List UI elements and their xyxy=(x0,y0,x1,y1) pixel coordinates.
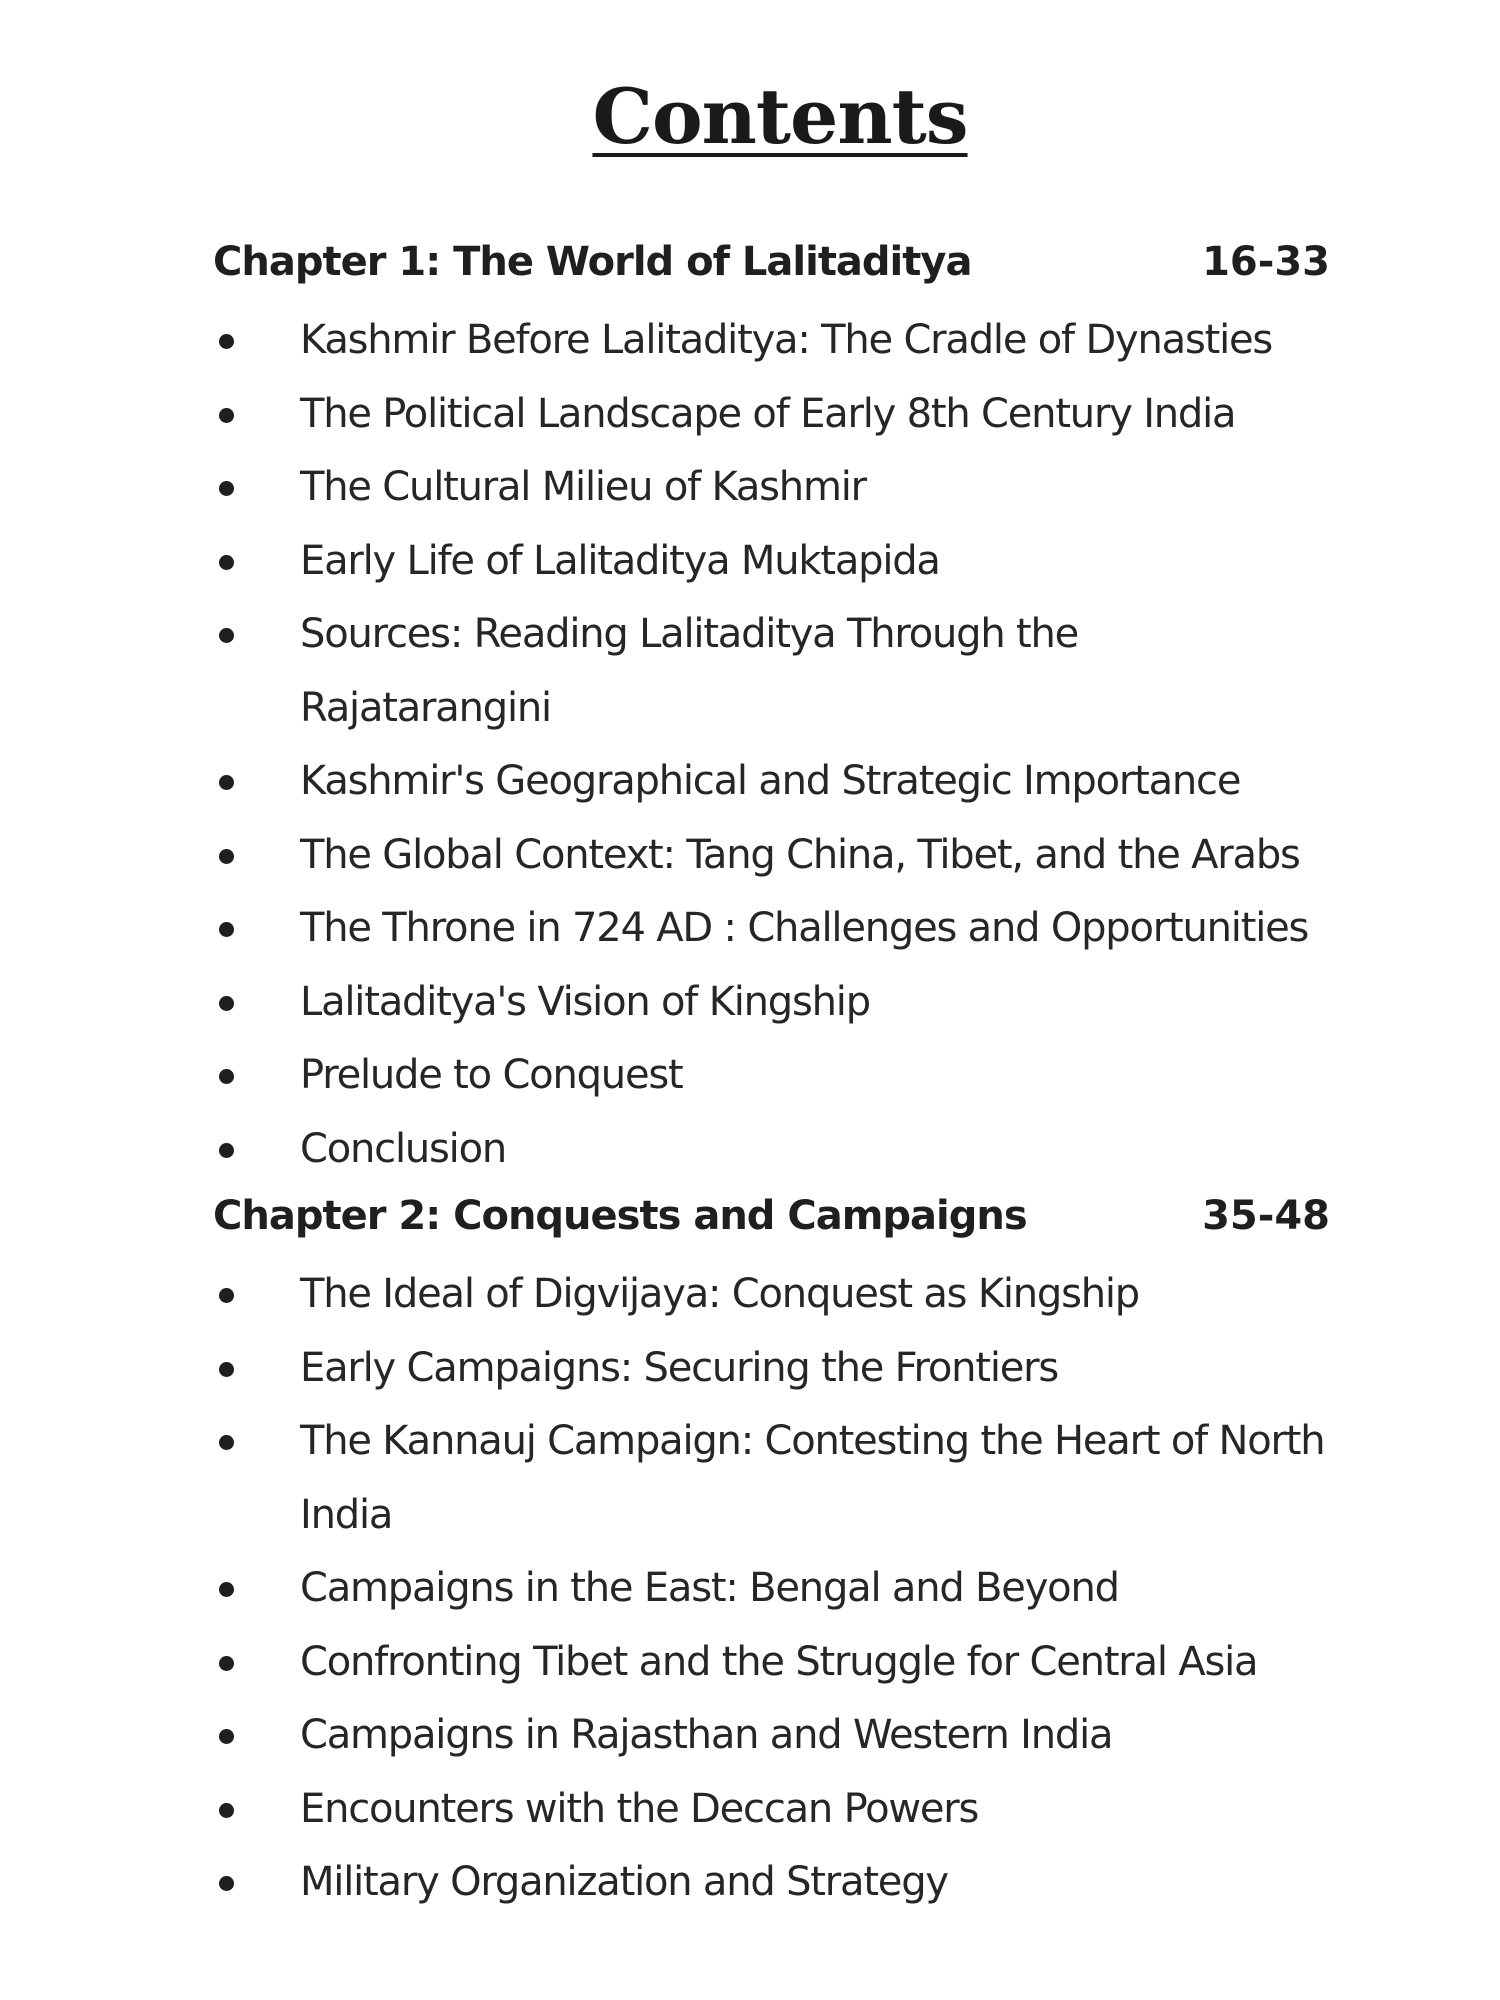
bullet-icon xyxy=(219,922,234,937)
list-item xyxy=(213,1332,1330,1406)
topic-text: Early Campaigns: Securing the Frontiers xyxy=(300,1344,1059,1391)
topic-text: Conclusion xyxy=(300,1125,506,1172)
list-item xyxy=(213,1699,1330,1773)
list-item xyxy=(213,819,1330,893)
bullet-icon xyxy=(219,1656,234,1671)
bullet-icon xyxy=(219,1362,234,1377)
topic-text: Campaigns in Rajasthan and Western India xyxy=(300,1712,1113,1758)
bullet-icon xyxy=(219,628,234,643)
bullet-icon xyxy=(219,481,234,496)
bullet-icon xyxy=(219,555,234,570)
bullet-icon xyxy=(219,996,234,1011)
bullet-icon xyxy=(219,1143,234,1158)
list-item xyxy=(213,892,1330,966)
list-item xyxy=(213,598,1330,745)
bullet-icon xyxy=(219,1803,234,1818)
topic-text: The Ideal of Digvijaya: Conquest as Kingship xyxy=(300,1271,1139,1317)
bullet-icon xyxy=(219,408,234,423)
chapter-1-section xyxy=(213,232,1330,1186)
topic-text: The Kannauj Campaign: Contesting the Heart of North India xyxy=(300,1418,1325,1538)
chapter-page-range: 35-48 xyxy=(1202,1193,1330,1239)
topic-text: Campaigns in the East: Bengal and Beyond xyxy=(300,1565,1119,1611)
topic-text: Military Organization and Strategy xyxy=(300,1859,948,1905)
chapter-title: Chapter 2: Conquests and Campaigns xyxy=(213,1193,1027,1239)
bullet-icon xyxy=(219,334,234,349)
topic-text: Early Life of Lalitaditya Muktapida xyxy=(300,537,940,584)
topic-text: Kashmir Before Lalitaditya: The Cradle of Dynasties xyxy=(300,317,1273,363)
topic-text: Kashmir's Geographical and Strategic Importance xyxy=(300,758,1241,804)
list-item xyxy=(213,378,1330,452)
topic-text: The Global Context: Tang China, Tibet, and the Arabs xyxy=(300,831,1300,878)
topic-text: Sources: Reading Lalitaditya Through the Rajatarangini xyxy=(300,611,1079,731)
bullet-icon xyxy=(219,1069,234,1084)
list-item xyxy=(213,1405,1330,1552)
topic-text: The Political Landscape of Early 8th Century India xyxy=(300,390,1236,437)
bullet-icon xyxy=(219,849,234,864)
bullet-icon xyxy=(219,1582,234,1597)
topic-text: Encounters with the Deccan Powers xyxy=(300,1785,979,1832)
bullet-icon xyxy=(219,1729,234,1744)
chapter-heading xyxy=(213,232,1330,292)
chapter-title: Chapter 1: The World of Lalitaditya xyxy=(213,239,972,285)
topic-text: The Cultural Milieu of Kashmir xyxy=(300,464,866,510)
list-item xyxy=(213,1552,1330,1626)
chapter-2-section xyxy=(213,1186,1330,1920)
topic-text: Lalitaditya's Vision of Kingship xyxy=(300,978,870,1025)
list-item xyxy=(213,1626,1330,1700)
bullet-icon xyxy=(219,775,234,790)
chapter-page-range: 16-33 xyxy=(1202,239,1330,285)
chapter-1-topic-list xyxy=(213,304,1330,1186)
list-item xyxy=(213,1039,1330,1113)
list-item xyxy=(213,525,1330,599)
chapter-heading xyxy=(213,1186,1330,1246)
bullet-icon xyxy=(219,1876,234,1891)
list-item xyxy=(213,745,1330,819)
topic-text: Confronting Tibet and the Struggle for Central Asia xyxy=(300,1638,1258,1685)
list-item xyxy=(213,966,1330,1040)
list-item xyxy=(213,451,1330,525)
bullet-icon xyxy=(219,1288,234,1303)
list-item xyxy=(213,1113,1330,1187)
chapter-2-topic-list xyxy=(213,1258,1330,1920)
page-title: Contents xyxy=(592,72,968,161)
bullet-icon xyxy=(219,1435,234,1450)
list-item xyxy=(213,1773,1330,1847)
topic-text: Prelude to Conquest xyxy=(300,1052,683,1098)
topic-text: The Throne in 724 AD : Challenges and Opportunities xyxy=(300,905,1309,951)
list-item xyxy=(213,304,1330,378)
list-item xyxy=(213,1258,1330,1332)
list-item xyxy=(213,1846,1330,1920)
